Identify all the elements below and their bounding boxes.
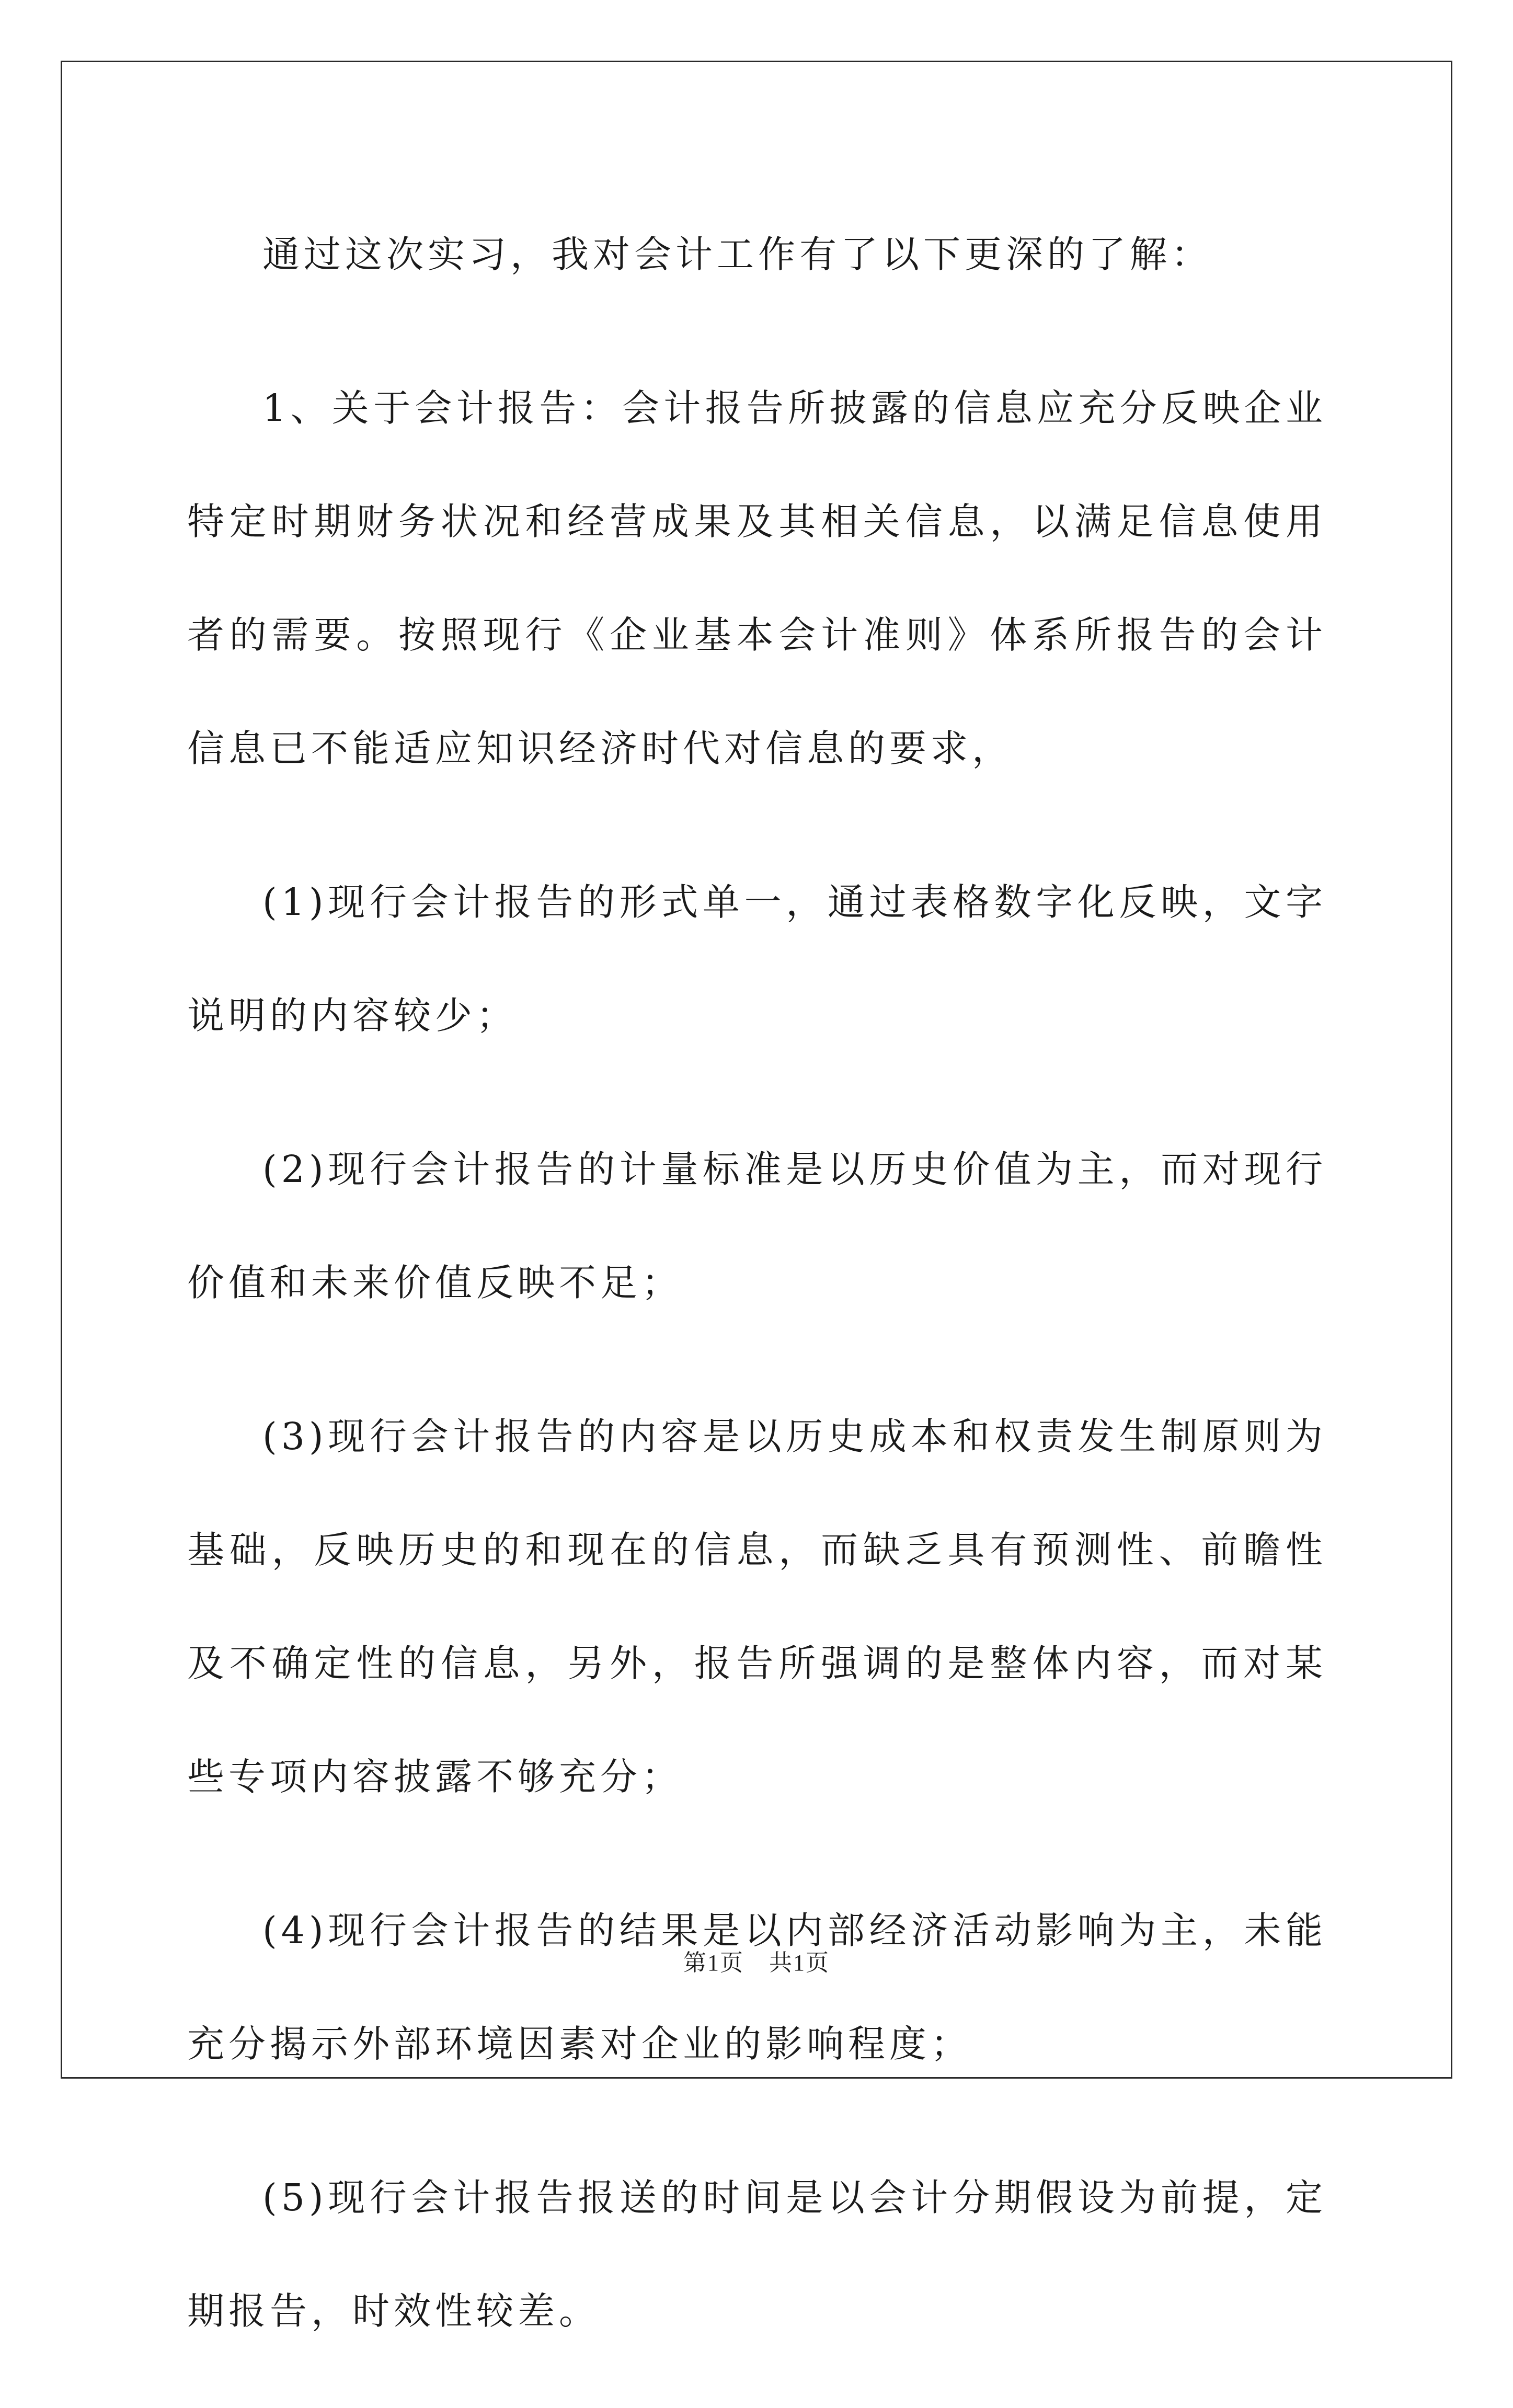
- paragraph-accounting-report: 1、关于会计报告：会计报告所披露的信息应充分反映企业特定时期财务状况和经营成果及其相关信息，以满足信息使用者的需要。按照现行《企业基本会计准则》体系所报告的会计信息已不能适应知识经济时代对信息的要求，: [187, 386, 1327, 770]
- paragraph-point-5: (5)现行会计报告报送的时间是以会计分期假设为前提，定期报告，时效性较差。: [187, 2176, 1327, 2333]
- page-total: 共1页: [769, 1950, 830, 1976]
- paragraph-point-1: (1)现行会计报告的形式单一，通过表格数字化反映，文字说明的内容较少；: [187, 880, 1327, 1037]
- paragraph-point-3: (3)现行会计报告的内容是以历史成本和权责发生制原则为基础，反映历史的和现在的信息，而缺乏具有预测性、前瞻性及不确定性的信息，另外，报告所强调的是整体内容，而对某些专项内容披露不够充分；: [187, 1415, 1327, 1798]
- page-number: 第1页: [683, 1950, 744, 1976]
- document-body: [187, 198, 1327, 2408]
- paragraph-point-4: (4)现行会计报告的结果是以内部经济活动影响为主，未能充分揭示外部环境因素对企业的影响程度；: [187, 1909, 1327, 2066]
- paragraph-intro: 通过这次实习，我对会计工作有了以下更深的了解：: [262, 233, 1213, 276]
- paragraph-point-2: (2)现行会计报告的计量标准是以历史价值为主，而对现行价值和未来价值反映不足；: [187, 1148, 1327, 1304]
- page-footer: [0, 1944, 1513, 1977]
